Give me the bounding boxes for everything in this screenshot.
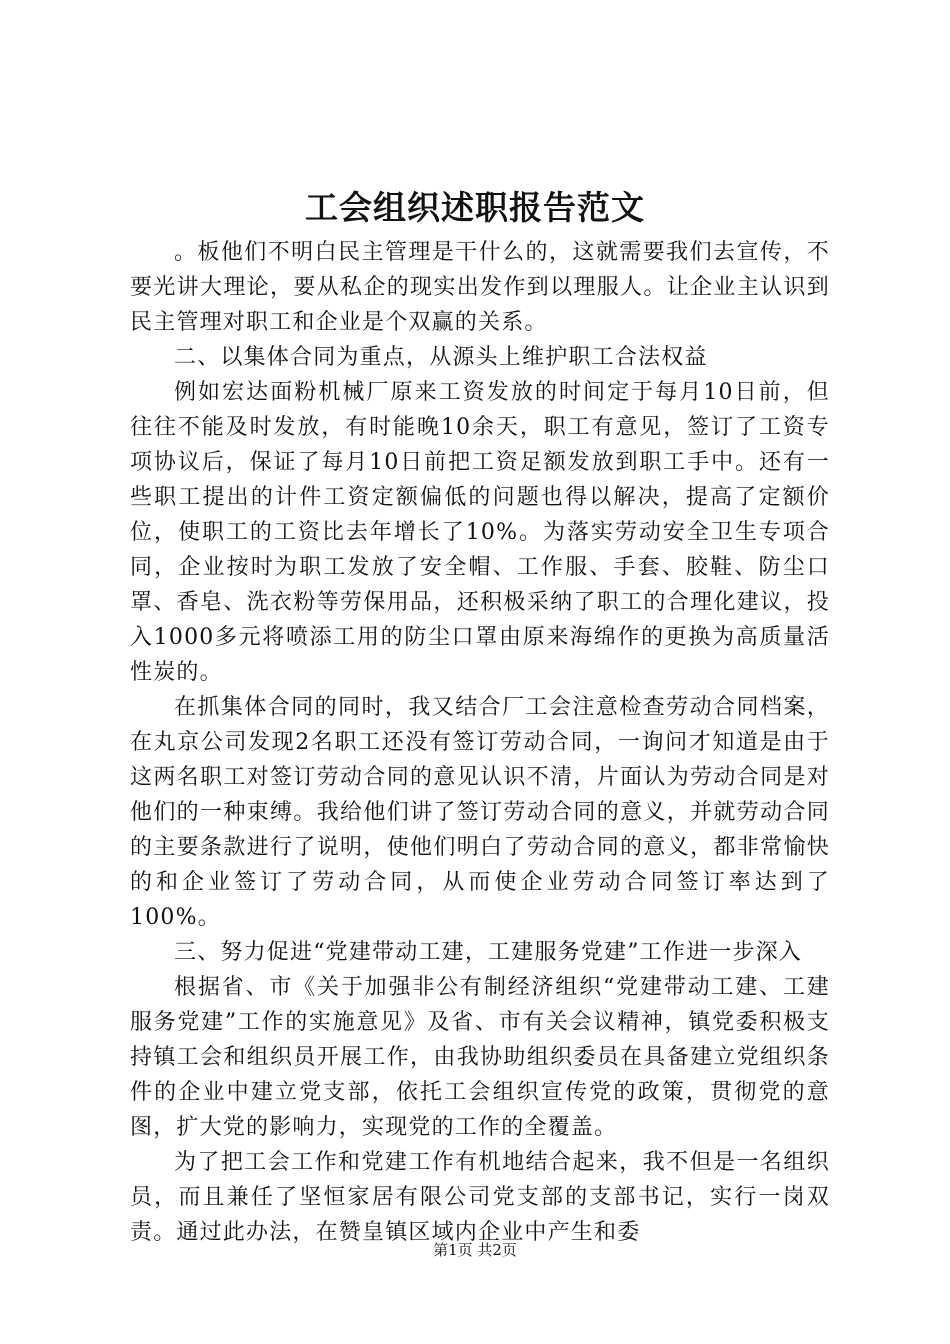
paragraph-party-building: 根据省、市《关于加强非公有制经济组织“党建带动工建、工建服务党建”工作的实施意见》及省、市有关会议精神，镇党委积极支持镇工会和组织员开展工作，由我协助组织委员在具备建立党组织条件的企业中建立党支部，依托工会组织宣传党的政策，贯彻党的意图，扩大党的影响力，实现党的工作的全覆盖。 xyxy=(130,975,830,1140)
document-body xyxy=(130,235,830,1250)
document-title: 工会组织述职报告范文 xyxy=(305,188,645,227)
section-heading-3: 三、努力促进“党建带动工建，工建服务党建”工作进一步深入 xyxy=(174,940,803,965)
paragraph-intro: 。板他们不明白民主管理是干什么的，这就需要我们去宣传，不要光讲大理论，要从私企的现实出发作到以理服人。让企业主认识到民主管理对职工和企业是个双赢的关系。 xyxy=(130,240,830,335)
paragraph-labor-contract: 在抓集体合同的同时，我又结合厂工会注意检查劳动合同档案，在丸京公司发现2名职工还没有签订劳动合同，一询问才知道是由于这两名职工对签订劳动合同的意见认识不清，片面认为劳动合同是对他们的一种束缚。我给他们讲了签订劳动合同的意义，并就劳动合同的主要条款进行了说明，使他们明白了劳动合同的意义，都非常愉快的和企业签订了劳动合同，从而使企业劳动合同签订率达到了100%。 xyxy=(130,695,830,930)
page-number-footer: 第1页 共2页 xyxy=(433,1241,517,1259)
paragraph-wage-contract: 例如宏达面粉机械厂原来工资发放的时间定于每月10日前，但往往不能及时发放，有时能晚10余天，职工有意见，签订了工资专项协议后，保证了每月10日前把工资足额发放到职工手中。还有一些职工提出的计件工资定额偏低的问题也得以解决，提高了定额价位，使职工的工资比去年增长了10%。为落实劳动安全卫生专项合同，企业按时为职工发放了安全帽、工作服、手套、胶鞋、防尘口罩、香皂、洗衣粉等劳保用品，还积极采纳了职工的合理化建议，投入1000多元将喷添工用的防尘口罩由原来海绵作的更换为高质量活性炭的。 xyxy=(130,380,830,685)
paragraph-dual-role: 为了把工会工作和党建工作有机地结合起来，我不但是一名组织员，而且兼任了坚恒家居有限公司党支部的支部书记，实行一岗双责。通过此办法，在赞皇镇区域内企业中产生和委 xyxy=(130,1150,830,1245)
section-heading-2: 二、以集体合同为重点，从源头上维护职工合法权益 xyxy=(174,345,708,370)
